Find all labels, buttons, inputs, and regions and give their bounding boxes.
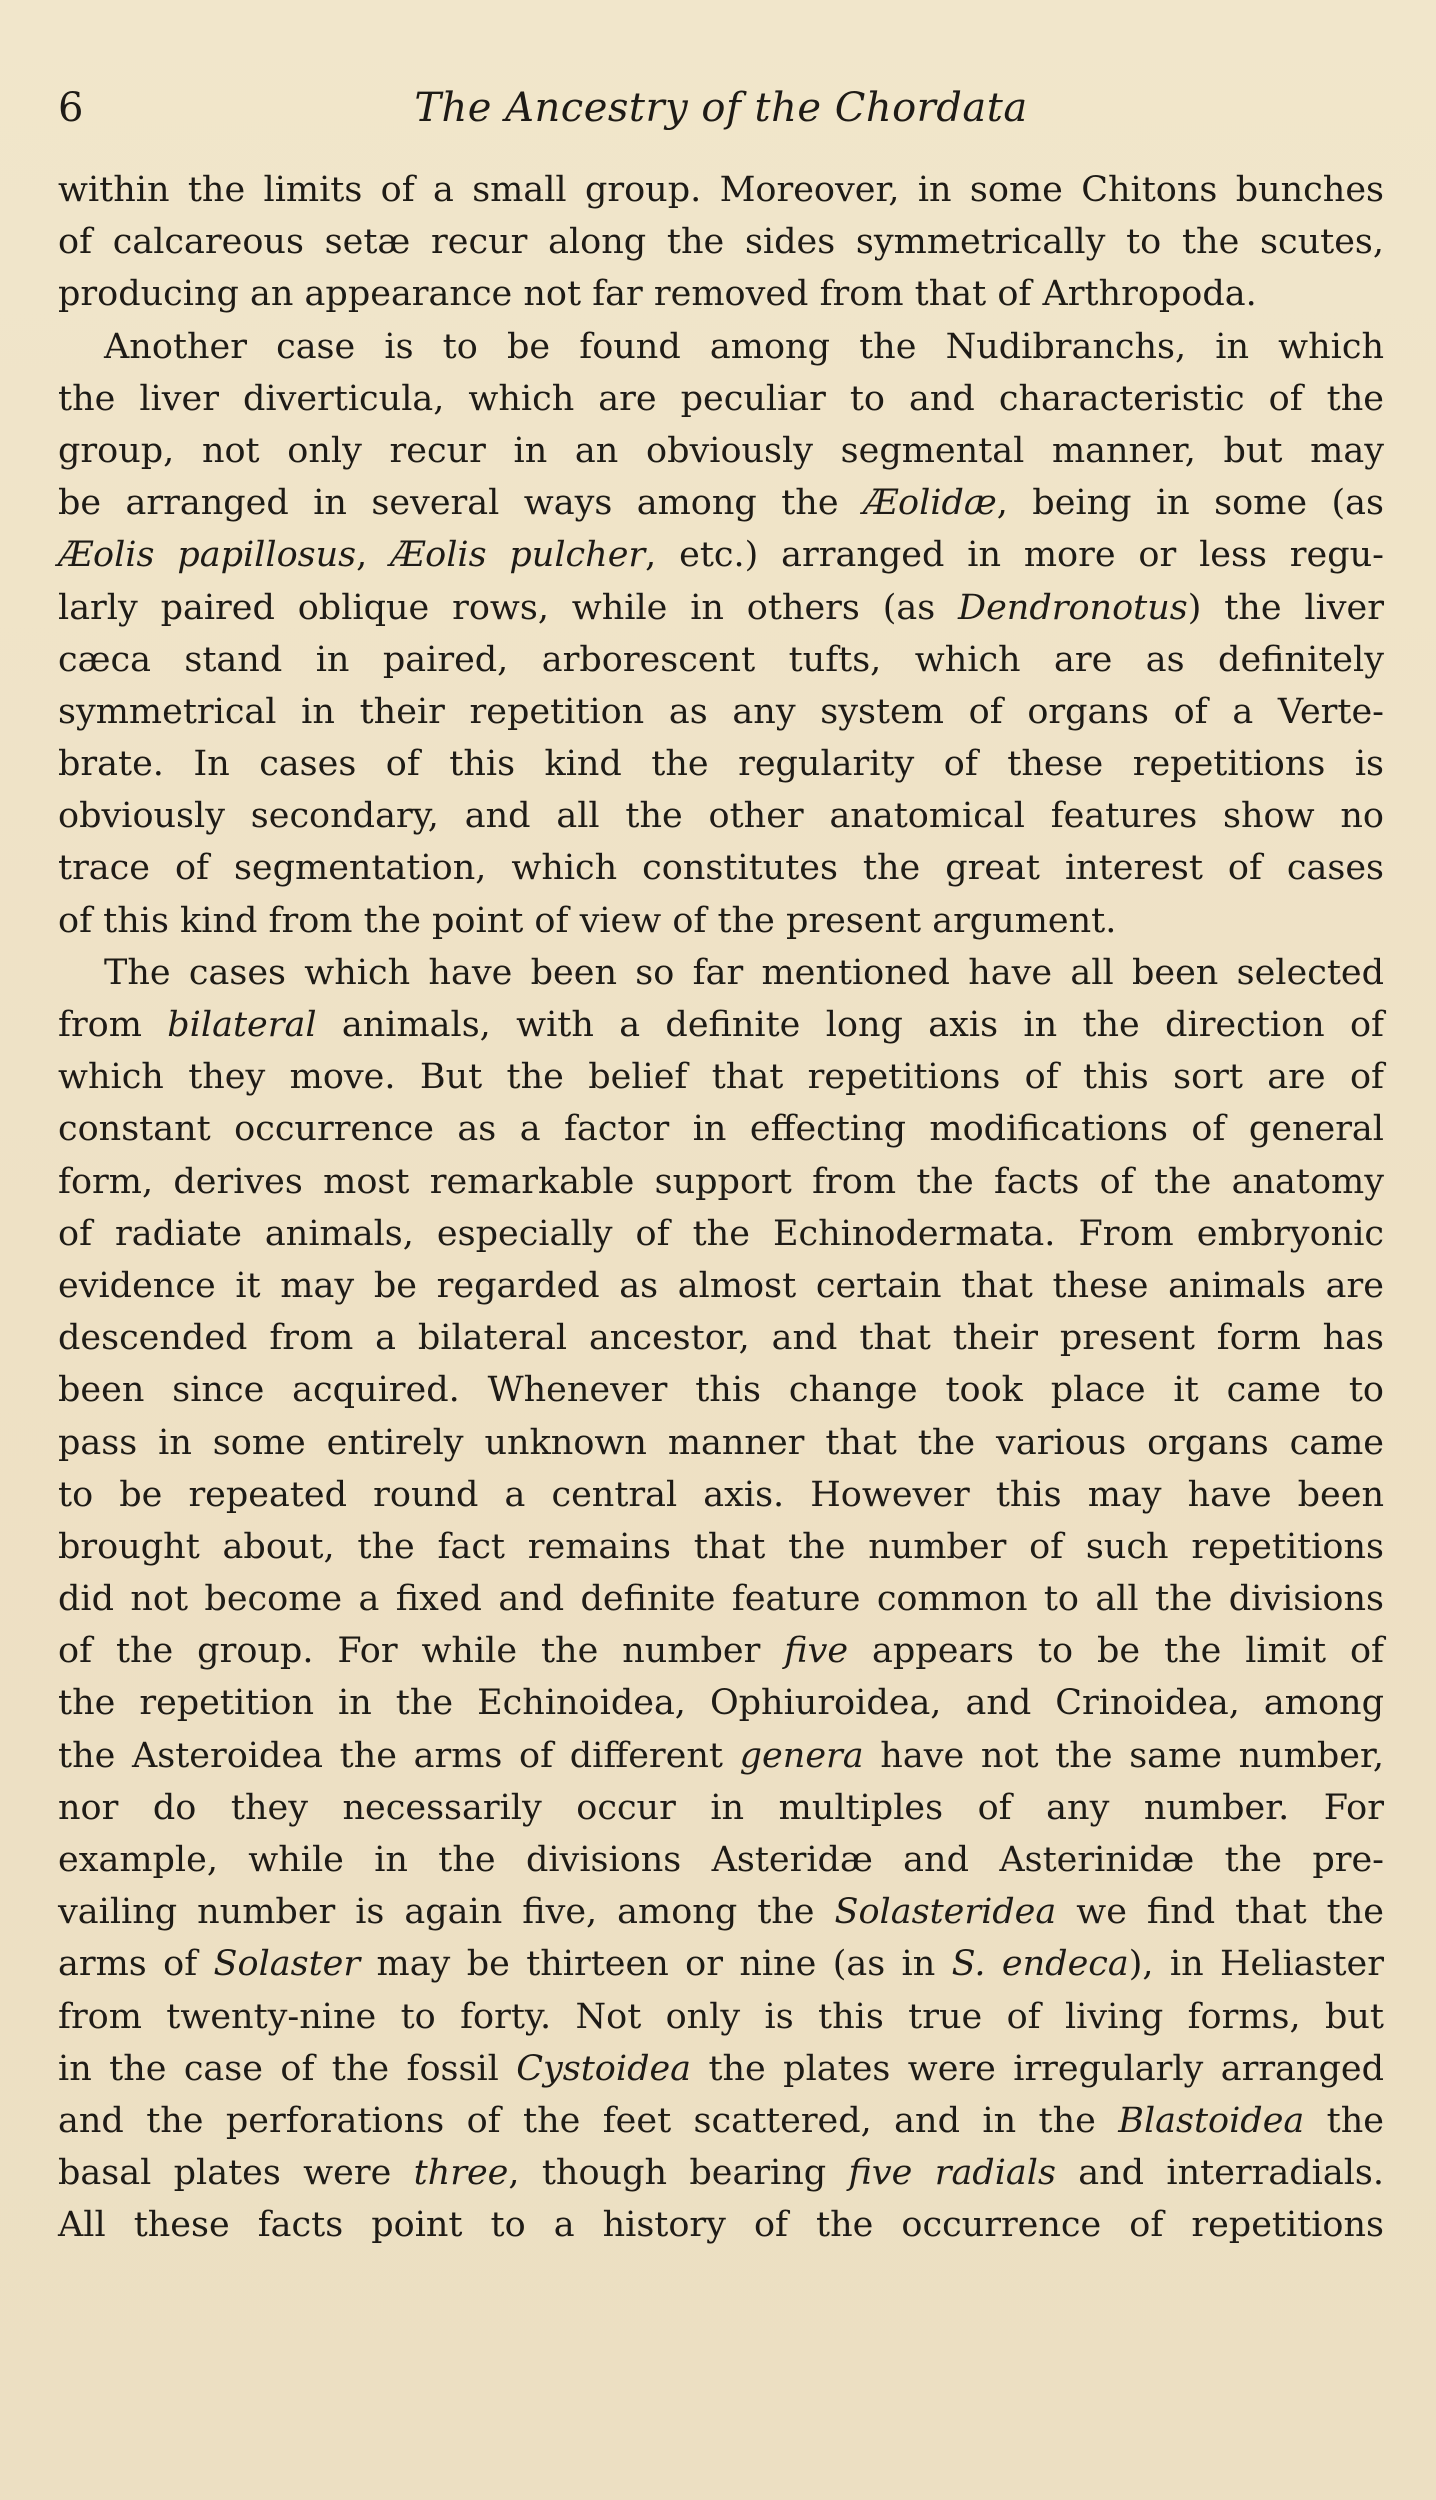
text-run: appears to be the limit of — [848, 1631, 1384, 1672]
text-line — [58, 947, 1384, 999]
text-line — [58, 2095, 1384, 2147]
text-run: , etc.) arranged in more or less regu- — [645, 535, 1384, 576]
text-line — [58, 1938, 1384, 1990]
text-line — [58, 686, 1384, 738]
italic-term: Æolis pulcher — [390, 535, 646, 576]
italic-term: five radials — [848, 2153, 1056, 2194]
text-run: cæca stand in paired, arborescent tufts, which are as definitely — [58, 639, 1384, 680]
text-line — [58, 477, 1384, 529]
italic-term: S. endeca — [951, 1944, 1129, 1985]
text-line — [58, 1730, 1384, 1782]
text-line — [58, 634, 1384, 686]
running-title: The Ancestry of the Chordata — [414, 85, 1028, 131]
text-line — [58, 1156, 1384, 1208]
text-run: evidence it may be regarded as almost certain that these animals are — [58, 1265, 1384, 1306]
text-line — [58, 1364, 1384, 1416]
text-line — [58, 1782, 1384, 1834]
text-run: ), in Heliaster — [1128, 1944, 1384, 1985]
text-run: vailing number is again five, among the — [58, 1892, 835, 1933]
text-run: group, not only recur in an obviously segmental manner, but may — [58, 430, 1384, 471]
italic-term: genera — [739, 1735, 864, 1776]
text-run: to be repeated round a central axis. However this may have been — [58, 1474, 1384, 1515]
text-line — [58, 1886, 1384, 1938]
text-run: , — [356, 535, 391, 576]
text-run: of this kind from the point of view of the present argument. — [58, 900, 1117, 941]
italic-term: Æolis papillosus — [58, 535, 357, 576]
text-run: been since acquired. Whenever this change took place it came to — [58, 1370, 1384, 1411]
italic-term: Cystoidea — [516, 2048, 692, 2089]
text-line — [58, 2043, 1384, 2095]
text-run: in the case of the fossil — [58, 2048, 517, 2089]
running-head — [58, 78, 1384, 138]
text-run: nor do they necessarily occur in multiples of any number. For — [58, 1787, 1384, 1828]
text-run: and the perforations of the feet scattered, and in the — [58, 2100, 1119, 2141]
text-line — [58, 1208, 1384, 1260]
italic-term: bilateral — [167, 1005, 317, 1045]
body-text — [58, 164, 1384, 2252]
text-run: did not become a fixed and definite feature common to all the divisions — [58, 1579, 1384, 1620]
italic-term: Solasteridea — [834, 1892, 1057, 1933]
text-run: obviously secondary, and all the other anatomical features show no — [58, 796, 1384, 837]
text-run: have not the same number, — [863, 1735, 1385, 1776]
text-line — [58, 268, 1384, 320]
text-line — [58, 1573, 1384, 1625]
text-line — [58, 1051, 1384, 1103]
text-line — [58, 1625, 1384, 1677]
text-line — [58, 2147, 1384, 2199]
text-run: example, while in the divisions Asteridæ and Asterinidæ the pre- — [58, 1840, 1384, 1880]
italic-term: Blastoidea — [1118, 2100, 1305, 2141]
text-run: from twenty-nine to forty. Not only is this true of living forms, but — [58, 1996, 1384, 2037]
text-line — [58, 1991, 1384, 2043]
text-run: larly paired oblique rows, while in others (as — [58, 587, 959, 628]
text-run: from — [58, 1005, 168, 1045]
text-run: the repetition in the Echinoidea, Ophiuroidea, and Crinoidea, among — [58, 1683, 1384, 1724]
text-run: pass in some entirely unknown manner that the various organs came — [58, 1422, 1384, 1463]
italic-term: five — [784, 1631, 849, 1672]
text-run: brought about, the fact remains that the number of such repetitions — [58, 1526, 1384, 1567]
text-run: basal plates were — [58, 2153, 414, 2194]
text-run: All these facts point to a history of the occurrence of repetitions — [58, 2205, 1384, 2246]
text-run: the Asteroidea the arms of different — [58, 1735, 740, 1776]
text-run: the — [1304, 2100, 1384, 2141]
text-run: of calcareous setæ recur along the sides symmetrically to the scutes, — [58, 222, 1384, 263]
text-line — [58, 321, 1384, 373]
italic-term: Solaster — [213, 1944, 361, 1985]
text-line — [58, 373, 1384, 425]
page-number: 6 — [58, 85, 84, 131]
text-line — [58, 1834, 1384, 1886]
text-run: may be thirteen or nine (as in — [360, 1944, 952, 1985]
text-run: brate. In cases of this kind the regularity of these repetitions is — [58, 744, 1384, 785]
text-line — [58, 164, 1384, 216]
text-line — [58, 2199, 1384, 2251]
text-run: the plates were irregularly arranged — [691, 2048, 1384, 2089]
text-run: The cases which have been so far mentioned have all been selected — [104, 952, 1384, 993]
italic-term: Æolidæ — [862, 483, 997, 524]
text-line — [58, 895, 1384, 947]
text-run: arms of — [58, 1944, 214, 1985]
text-line — [58, 1312, 1384, 1364]
text-line — [58, 529, 1384, 581]
text-run: of the group. For while the number — [58, 1631, 785, 1672]
text-run: , being in some (as — [996, 483, 1384, 524]
text-line — [58, 790, 1384, 842]
text-line — [58, 425, 1384, 477]
text-line — [58, 1417, 1384, 1469]
text-line — [58, 1521, 1384, 1573]
text-line — [58, 842, 1384, 894]
text-run: be arranged in several ways among the — [58, 483, 863, 524]
text-run: descended from a bilateral ancestor, and that their present form has — [58, 1318, 1384, 1359]
text-run: the liver diverticula, which are peculiar to and characteristic of the — [58, 378, 1384, 419]
text-run: form, derives most remarkable support from the facts of the anatomy — [58, 1161, 1384, 1202]
text-run: producing an appearance not far removed from that of Arthropoda. — [58, 274, 1257, 315]
text-run: Another case is to be found among the Nudibranchs, in which — [104, 326, 1384, 367]
text-line — [58, 1260, 1384, 1312]
text-line — [58, 582, 1384, 634]
text-run: which they move. But the belief that repetitions of this sort are of — [58, 1057, 1384, 1098]
text-line — [58, 999, 1384, 1051]
text-run: , though bearing — [508, 2153, 849, 2194]
text-line — [58, 216, 1384, 268]
text-run: trace of segmentation, which constitutes the great interest of cases — [58, 848, 1384, 889]
text-run: of radiate animals, especially of the Echinodermata. From embryonic — [58, 1213, 1384, 1254]
text-run: and interradials. — [1055, 2153, 1385, 2194]
text-line — [58, 1677, 1384, 1729]
text-run: constant occurrence as a factor in effecting modifications of general — [58, 1109, 1384, 1150]
text-line — [58, 1103, 1384, 1155]
text-line — [58, 738, 1384, 790]
text-run: we find that the — [1056, 1892, 1384, 1933]
italic-term: three — [413, 2153, 509, 2194]
text-run: symmetrical in their repetition as any system of organs of a Verte- — [58, 691, 1384, 732]
text-line — [58, 1469, 1384, 1521]
text-run: within the limits of a small group. Moreover, in some Chitons bunches — [58, 170, 1384, 210]
italic-term: Dendronotus — [958, 587, 1188, 628]
text-run: animals, with a definite long axis in the direction of — [316, 1005, 1384, 1045]
text-run: ) the liver — [1187, 587, 1384, 628]
